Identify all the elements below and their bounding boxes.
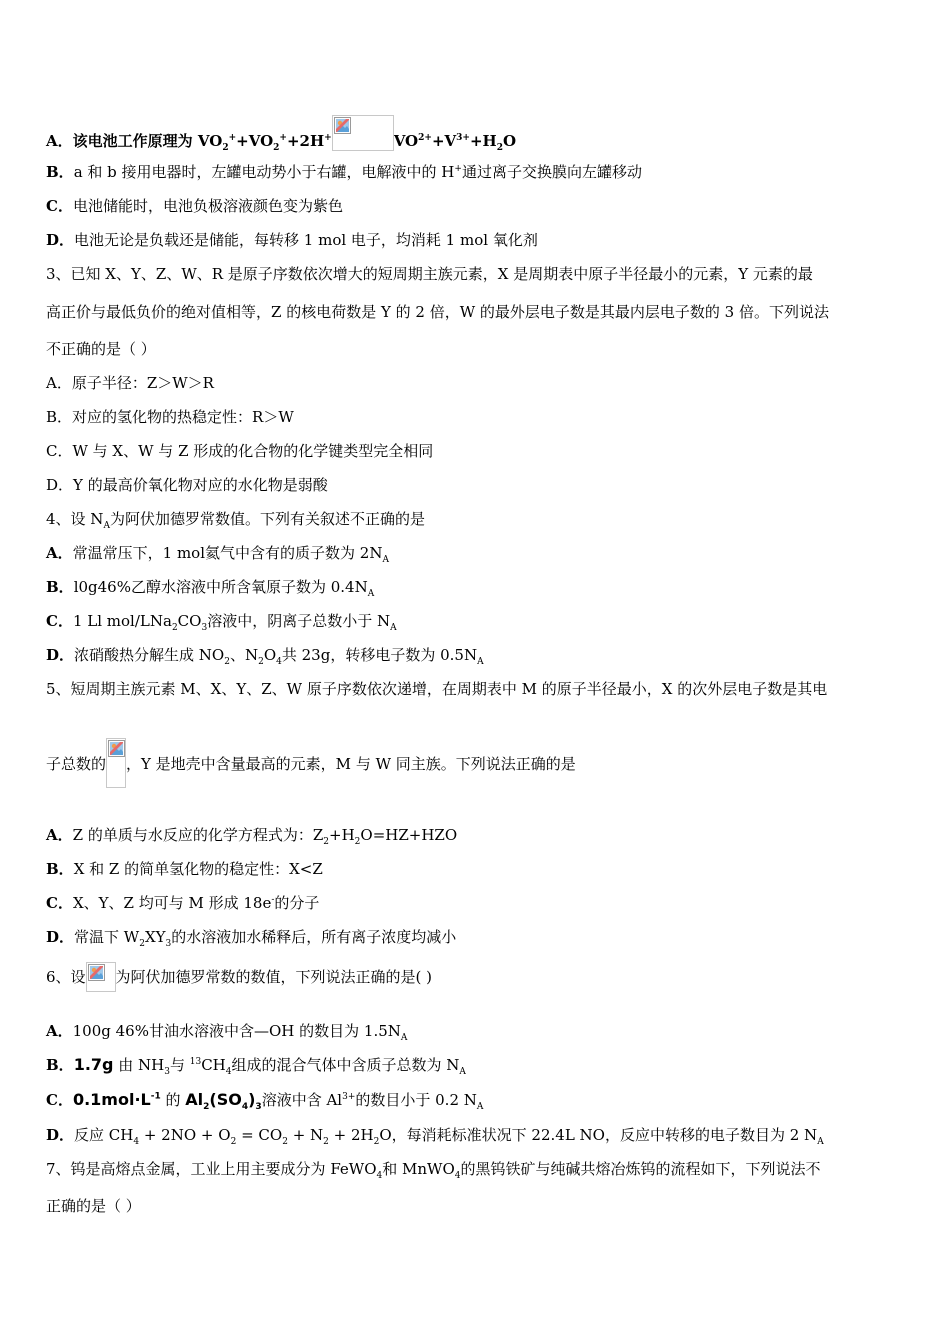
q5-stem-line2: 子总数的 ，Y 是地壳中含量最高的元素，M 与 W 同主族。下列说法正确的是 [46,738,576,788]
q6-option-c: C．$0.1mol\cdot L^{-1}$ 的 $Al_2(SO_4)_3$溶液中含 $Al^{3+}$的数目小于 0.2 $N_A$ [46,1090,484,1113]
q5-option-a: A．Z 的单质与水反应的化学方程式为：$Z_2+H_2O=HZ+HZO$ [46,826,458,847]
q5-option-b: B．X 和 Z 的简单氢化物的稳定性：X<Z [46,860,323,878]
q2-option-a: A．该电池工作原理为 $VO_2^++VO_2^++2H^+$ $VO^{2+}+V^{3+}+H_2O$ [46,115,516,151]
q5-option-d: D．常温下 $W_2XY_3$的水溶液加水稀释后，所有离子浓度均减小 [46,928,457,949]
broken-image-icon [332,115,394,151]
q3-option-c: C．W 与 X、W 与 Z 形成的化合物的化学键类型完全相同 [46,442,434,460]
q6-option-b: B．1.7g 由 $NH_3$与 $^{13}CH_4$组成的混合气体中含质子总数为 $N_A$ [46,1055,466,1077]
q4-option-d: D．浓硝酸热分解生成 $NO_2$、$N_2O_4$共 23g，转移电子数为 $0.5N_A$ [46,646,484,667]
broken-image-icon [86,962,116,992]
broken-image-icon [106,738,126,788]
q6-stem: 6、设 为阿伏加德罗常数的数值，下列说法正确的是( ) [46,962,432,992]
q4-option-b: B．l0g46%乙醇水溶液中所含氧原子数为 $0.4N_A$ [46,578,375,599]
q2-option-b: B．a 和 b 接用电器时，左罐电动势小于右罐，电解液中的 H+通过离子交换膜向左罐移动 [46,163,642,181]
q4-option-a: A．常温常压下，1 mol氦气中含有的质子数为 $2N_A$ [46,544,389,565]
q7-stem-line2: 正确的是（ ） [46,1197,141,1215]
q3-option-d: D．Y 的最高价氧化物对应的水化物是弱酸 [46,476,328,494]
q5-stem-line1: 5、短周期主族元素 M、X、Y、Z、W 原子序数依次递增，在周期表中 M 的原子半径最小，X 的次外层电子数是其电 [46,680,828,698]
q4-stem: 4、设 $N_A$为阿伏加德罗常数值。下列有关叙述不正确的是 [46,510,425,531]
q6-option-d: D．反应 $CH_4 + 2NO + O_2 = CO_2 + N_2 + 2H_2O$，每消耗标准状况下 22.4L NO，反应中转移的电子数目为 2 $N_A$ [46,1126,824,1147]
q3-stem-line2: 高正价与最低负价的绝对值相等，Z 的核电荷数是 Y 的 2 倍，W 的最外层电子数是其最内层电子数的 3 倍。下列说法 [46,303,829,321]
q3-stem-line1: 3、已知 X、Y、Z、W、R 是原子序数依次增大的短周期主族元素，X 是周期表中原子半径最小的元素，Y 元素的最 [46,265,813,283]
q3-option-a: A．原子半径：Z＞W＞R [46,374,214,392]
q4-option-c: C．1 Ll mol/$LNa_2CO_3$溶液中，阴离子总数小于 $N_A$ [46,612,397,633]
q3-option-b: B．对应的氢化物的热稳定性：R＞W [46,408,294,426]
q6-option-a: A．100g 46%甘油水溶液中含—OH 的数目为 $1.5N_A$ [46,1022,408,1043]
q2-option-d: D．电池无论是负载还是储能，每转移 1 mol 电子，均消耗 1 mol 氧化剂 [46,231,538,249]
q7-stem-line1: 7、钨是高熔点金属，工业上用主要成分为 FeWO$_4$和 MnWO$_4$的黑钨铁矿与纯碱共熔冶炼钨的流程如下，下列说法不 [46,1160,821,1181]
q5-option-c: C．X、Y、Z 均可与 M 形成 18e-的分子 [46,894,320,912]
q3-stem-line3: 不正确的是（ ） [46,340,156,358]
q2-option-c: C．电池储能时，电池负极溶液颜色变为紫色 [46,197,343,215]
